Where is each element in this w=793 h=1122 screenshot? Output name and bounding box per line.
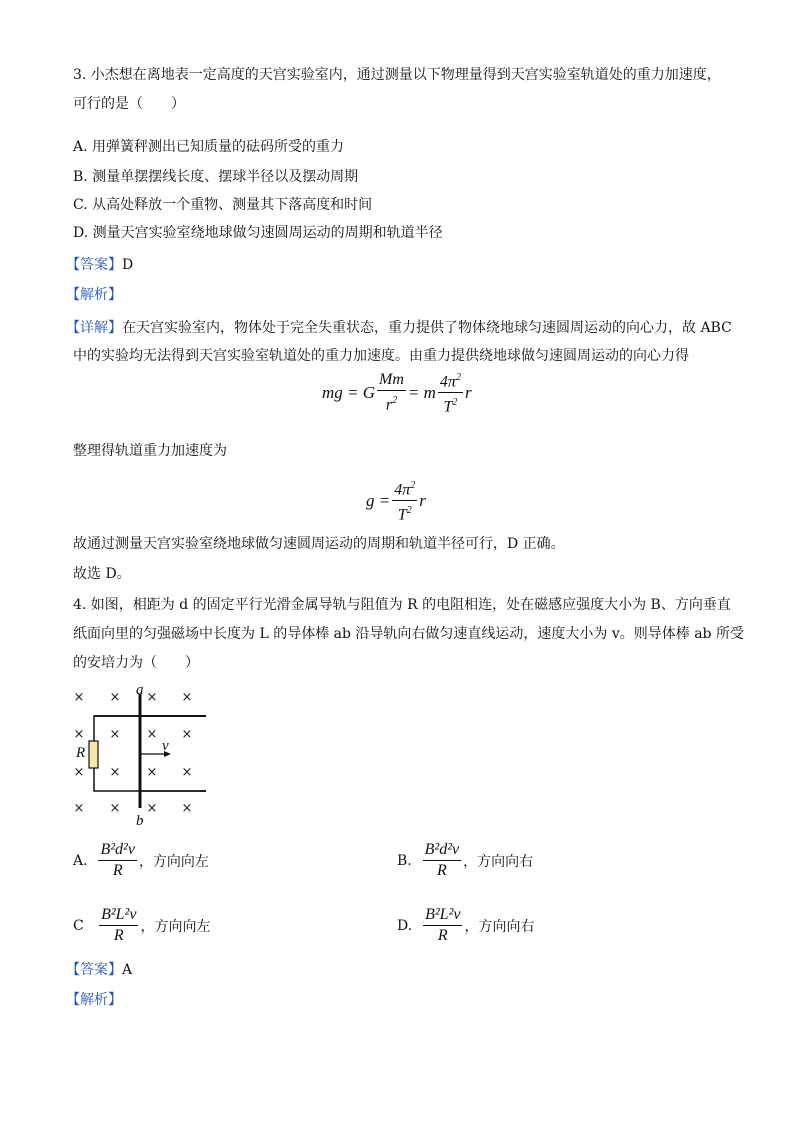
option-label: B. xyxy=(397,852,412,869)
q4-option-d xyxy=(397,905,534,946)
svg-text:×: × xyxy=(73,765,85,780)
svg-text:×: × xyxy=(181,765,193,780)
option-label: D. xyxy=(397,917,413,934)
option-num: B²d²v xyxy=(98,840,136,861)
eq1-lhs: mg = G xyxy=(322,382,376,402)
svg-text:×: × xyxy=(109,690,121,705)
option-num: B²L²v xyxy=(423,905,462,926)
label-b: b xyxy=(136,813,144,829)
option-den: R xyxy=(112,862,123,879)
q3-detail xyxy=(66,319,732,337)
q4-stem: 4. 如图，相距为 d 的固定平行光滑金属导轨与阻值为 R 的电阻相连，处在磁感应强度大小为 B、方向垂直 xyxy=(73,597,731,613)
circuit-figure xyxy=(60,680,240,830)
q3-choose: 故选 D。 xyxy=(73,566,131,582)
resistor xyxy=(89,741,98,768)
q3-detail-2: 中的实验均无法得到天宫实验室轨道处的重力加速度。由重力提供绕地球做匀速圆周运动的向心力得 xyxy=(73,348,689,364)
eq1-frac1-num: Mm xyxy=(377,370,406,391)
q3-option-c: C. 从高处释放一个重物、测量其下落高度和时间 xyxy=(73,197,373,213)
option-num: B²d²v xyxy=(423,840,461,861)
eq2-tail: r xyxy=(419,490,426,510)
svg-text:×: × xyxy=(146,727,158,742)
option-den: R xyxy=(113,927,124,944)
option-direction: ，方向向左 xyxy=(140,918,211,935)
q4-stem-2: 纸面向里的匀强磁场中长度为 L 的导体棒 ab 沿导轨向右做匀速直线运动，速度大小为 v。则导体棒 ab 所受 xyxy=(73,626,744,642)
option-label: A. xyxy=(73,852,88,869)
detail-text: 在天宫实验室内，物体处于完全失重状态，重力提供了物体绕地球匀速圆周运动的向心力，故 ABC xyxy=(122,320,732,336)
svg-text:×: × xyxy=(109,727,121,742)
label-a: a xyxy=(136,682,144,698)
option-num: B²L²v xyxy=(99,905,138,926)
svg-text:×: × xyxy=(146,690,158,705)
eq1-frac2-num: 4π xyxy=(439,373,456,391)
option-den: R xyxy=(437,862,447,879)
q4-analysis-tag: 【解析】 xyxy=(66,992,122,1008)
option-direction: ，方向向右 xyxy=(463,853,534,870)
eq1-frac2-den: T xyxy=(443,398,453,416)
answer-tag: 【答案】 xyxy=(66,962,122,978)
equation-1: mg = G $\frac{Mm}{r^2}$ = m $\frac{4\pi^2}{T^2}$ r xyxy=(322,368,472,418)
q4-option-b xyxy=(397,840,533,881)
label-R: R xyxy=(76,745,86,761)
option-direction: ，方向向右 xyxy=(464,918,535,935)
eq1-tail: r xyxy=(464,382,472,402)
q3-stem-2: 可行的是（ ） xyxy=(73,96,185,112)
svg-text:×: × xyxy=(146,801,158,816)
svg-text:×: × xyxy=(146,765,158,780)
q4-answer xyxy=(66,961,132,979)
q4-option-a xyxy=(73,840,209,881)
q3-answer xyxy=(66,256,133,274)
eq1-mid: = m xyxy=(407,382,436,402)
svg-text:×: × xyxy=(73,690,85,705)
q3-option-a: A. 用弹簧秤测出已知质量的砝码所受的重力 xyxy=(73,139,345,155)
option-label: C xyxy=(73,917,84,934)
q3-arrange: 整理得轨道重力加速度为 xyxy=(73,443,227,459)
option-direction: ，方向向左 xyxy=(138,853,209,870)
eq1-frac1-den: r xyxy=(385,396,393,414)
svg-text:×: × xyxy=(109,765,121,780)
answer-value: D xyxy=(122,257,134,273)
eq2-den: T xyxy=(397,506,407,524)
label-v: v xyxy=(162,738,169,754)
svg-text:×: × xyxy=(181,690,193,705)
q3-conclusion: 故通过测量天宫实验室绕地球做匀速圆周运动的周期和轨道半径可行，D 正确。 xyxy=(73,536,565,552)
answer-value: A xyxy=(122,962,133,978)
equation-2: g = $\frac{4\pi^2}{T^2}$ r xyxy=(366,476,426,526)
svg-text:×: × xyxy=(109,801,121,816)
option-den: R xyxy=(437,927,448,944)
eq2-lhs: g = xyxy=(366,490,391,510)
q3-option-b: B. 测量单摆摆线长度、摆球半径以及摆动周期 xyxy=(73,169,359,185)
q3-option-d: D. 测量天宫实验室绕地球做匀速圆周运动的周期和轨道半径 xyxy=(73,225,443,241)
detail-tag: 【详解】 xyxy=(66,320,122,336)
svg-text:×: × xyxy=(73,801,85,816)
svg-text:×: × xyxy=(181,801,193,816)
q4-stem-3: 的安培力为（ ） xyxy=(73,655,199,671)
svg-text:×: × xyxy=(181,727,193,742)
q4-option-c xyxy=(73,905,210,946)
answer-tag: 【答案】 xyxy=(66,257,122,273)
svg-text:×: × xyxy=(73,727,85,742)
q3-analysis-tag: 【解析】 xyxy=(66,287,122,303)
eq2-num: 4π xyxy=(394,481,411,499)
q3-stem: 3. 小杰想在离地表一定高度的天宫实验室内，通过测量以下物理量得到天宫实验室轨道处的重力加速度， xyxy=(73,67,721,83)
